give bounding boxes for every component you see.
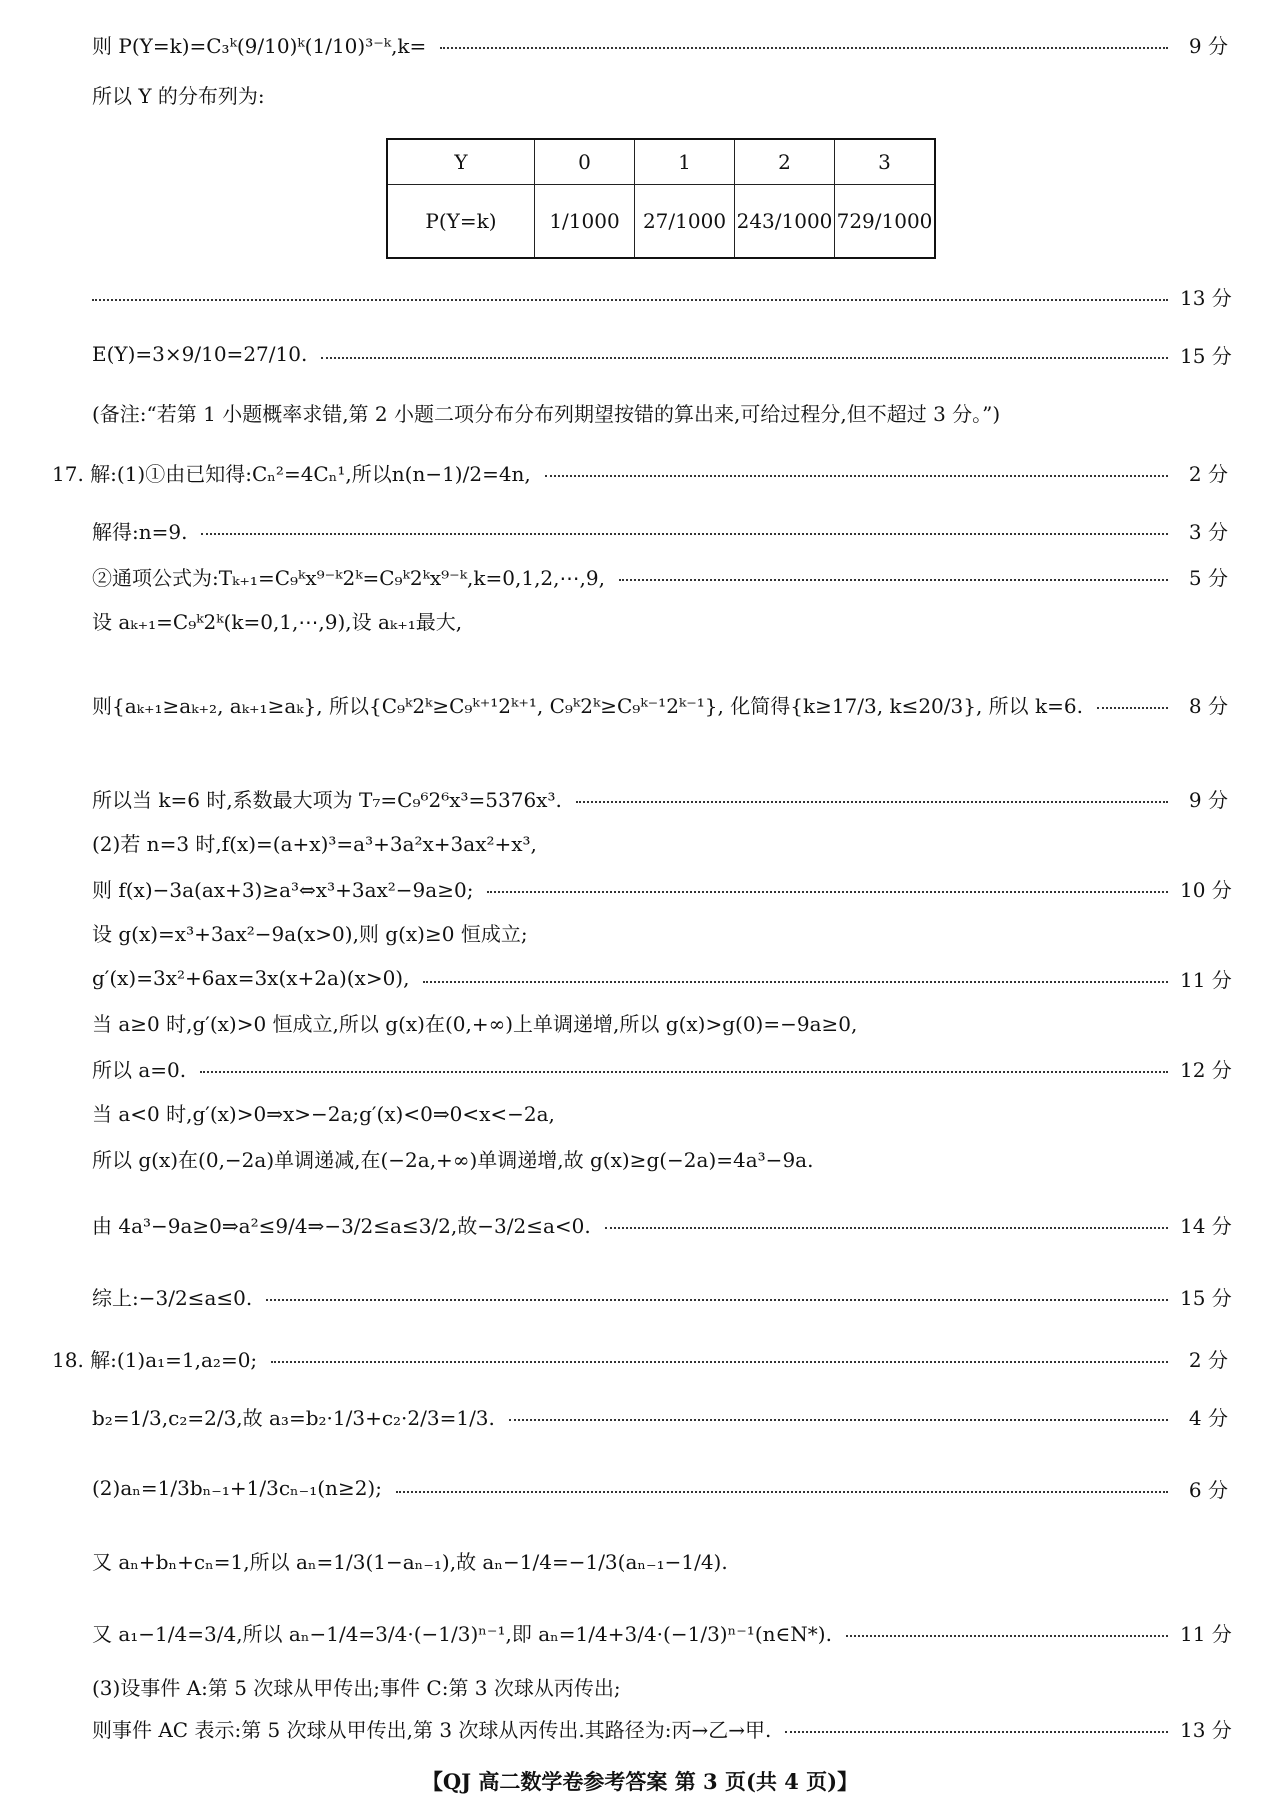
line-q18-start (52, 1338, 1228, 1378)
score-label: 8 分 (1188, 693, 1228, 718)
distribution-table (386, 138, 936, 259)
line-13-points (92, 276, 1232, 316)
table-cell: P(Y=k) (387, 185, 535, 259)
line-case-a-nonneg (92, 1002, 1228, 1042)
line-a-zero (92, 1048, 1232, 1088)
line-part2 (92, 822, 1228, 862)
dotted-leader (509, 1419, 1168, 1421)
line-text: 综上:−3/2≤a≤0. (92, 1285, 253, 1310)
dotted-leader (92, 299, 1168, 301)
line-recurrence (92, 1468, 1228, 1508)
table-cell: 729/1000 (835, 185, 936, 259)
page-footer: 【QJ 高二数学卷参考答案 第 3 页(共 4 页)】 (421, 1769, 859, 1794)
line-9-points (92, 24, 1228, 64)
table-cell: 243/1000 (735, 185, 835, 259)
line-text: (2)aₙ=1/3bₙ₋₁+1/3cₙ₋₁(n≥2); (92, 1476, 382, 1500)
line-path (92, 1708, 1232, 1748)
line-monotonic (92, 1138, 1228, 1178)
dotted-leader (846, 1635, 1168, 1637)
line-case-a-neg (92, 1092, 1228, 1132)
line-text: 则 P(Y=k)=C₃ᵏ(9/10)ᵏ(1/10)³⁻ᵏ,k= (92, 33, 427, 58)
score-label: 9 分 (1188, 33, 1228, 58)
score-label: 13 分 (1180, 1717, 1232, 1742)
line-distribution-intro (92, 74, 1228, 114)
line-text: 所以 Y 的分布列为: (92, 83, 265, 108)
line-derivative (92, 958, 1232, 998)
dotted-leader (440, 47, 1168, 49)
line-text: 则 f(x)−3a(ax+3)≥a³⇔x³+3ax²−9a≥0; (92, 877, 474, 902)
table-cell: 27/1000 (635, 185, 735, 259)
line-conclusion (92, 1276, 1232, 1316)
dotted-leader (321, 357, 1168, 359)
dotted-leader (271, 1361, 1168, 1363)
score-label: 15 分 (1180, 1285, 1232, 1310)
line-text: 又 aₙ+bₙ+cₙ=1,所以 aₙ=1/3(1−aₙ₋₁),故 aₙ−1/4=−1/3(aₙ₋₁−1/4). (92, 1549, 728, 1574)
line-text: 设 g(x)=x³+3ax²−9a(x>0),则 g(x)≥0 恒成立; (92, 921, 528, 946)
line-text: 所以当 k=6 时,系数最大项为 T₇=C₉⁶2⁶x³=5376x³. (92, 787, 562, 812)
line-q17-start (52, 452, 1228, 492)
line-text: 当 a<0 时,g′(x)>0⇒x>−2a;g′(x)<0⇒0<x<−2a, (92, 1101, 555, 1126)
line-text: 所以 g(x)在(0,−2a)单调递减,在(−2a,+∞)单调递增,故 g(x)≥g(−2a)=4a³−9a. (92, 1147, 814, 1172)
line-text: ②通项公式为:Tₖ₊₁=C₉ᵏx⁹⁻ᵏ2ᵏ=C₉ᵏ2ᵏx⁹⁻ᵏ,k=0,1,2,⋯,9, (92, 565, 605, 590)
score-label: 5 分 (1188, 565, 1228, 590)
line-set-g (92, 912, 1228, 952)
line-remark (92, 392, 1228, 432)
line-set-a (92, 600, 1228, 640)
line-text: 又 a₁−1/4=3/4,所以 aₙ−1/4=3/4·(−1/3)ⁿ⁻¹,即 aₙ=1/4+3/4·(−1/3)ⁿ⁻¹(n∈N*). (92, 1621, 832, 1646)
line-sum-one (92, 1540, 1228, 1580)
line-text: 则事件 AC 表示:第 5 次球从甲传出,第 3 次球从丙传出.其路径为:丙→乙→甲. (92, 1717, 772, 1742)
score-label: 3 分 (1188, 519, 1228, 544)
line-a3 (92, 1396, 1228, 1436)
dotted-leader (201, 533, 1168, 535)
line-text: E(Y)=3×9/10=27/10. (92, 342, 308, 366)
line-text: 则{aₖ₊₁≥aₖ₊₂, aₖ₊₁≥aₖ}, 所以{C₉ᵏ2ᵏ≥C₉ᵏ⁺¹2ᵏ⁺¹, C₉ᵏ2ᵏ≥C₉ᵏ⁻¹2ᵏ⁻¹}, 化简得{k≥17/3, k≤20/3}, 所以 k=6. (92, 693, 1083, 718)
dotted-leader (396, 1491, 1168, 1493)
score-label: 9 分 (1188, 787, 1228, 812)
line-text: (3)设事件 A:第 5 次球从甲传出;事件 C:第 3 次球从丙传出; (92, 1675, 621, 1700)
table-row (387, 185, 935, 259)
line-text: 设 aₖ₊₁=C₉ᵏ2ᵏ(k=0,1,⋯,9),设 aₖ₊₁最大, (92, 609, 463, 634)
dotted-leader (487, 891, 1168, 893)
line-text: 17. 解:(1)①由已知得:Cₙ²=4Cₙ¹,所以n(n−1)/2=4n, (52, 461, 531, 486)
score-label: 14 分 (1180, 1213, 1232, 1238)
score-label: 12 分 (1180, 1057, 1232, 1082)
score-label: 15 分 (1180, 343, 1232, 368)
line-closed-form (92, 1612, 1232, 1652)
line-max-term (92, 778, 1228, 818)
table-header-row (387, 139, 935, 185)
dotted-leader (1097, 707, 1168, 709)
line-part3 (92, 1666, 1228, 1706)
score-label: 13 分 (1180, 285, 1232, 310)
dotted-leader (785, 1731, 1168, 1733)
table-cell: 2 (735, 139, 835, 185)
line-system (92, 684, 1228, 724)
line-expectation (92, 334, 1232, 374)
line-text: (2)若 n=3 时,f(x)=(a+x)³=a³+3a²x+3ax²+x³, (92, 831, 537, 856)
table-cell: 1/1000 (535, 185, 635, 259)
table-cell: Y (387, 139, 535, 185)
dotted-leader (619, 579, 1168, 581)
line-text: 18. 解:(1)a₁=1,a₂=0; (52, 1347, 258, 1372)
line-solve-n (92, 510, 1228, 550)
line-text: (备注:“若第 1 小题概率求错,第 2 小题二项分布分布列期望按错的算出来,可给过程分,但不超过 3 分。”) (92, 401, 1001, 426)
score-label: 11 分 (1180, 967, 1232, 992)
score-label: 2 分 (1188, 1347, 1228, 1372)
score-label: 4 分 (1188, 1405, 1228, 1430)
table-cell: 1 (635, 139, 735, 185)
line-text: g′(x)=3x²+6ax=3x(x+2a)(x>0), (92, 966, 410, 990)
table-cell: 3 (835, 139, 936, 185)
score-label: 6 分 (1188, 1477, 1228, 1502)
score-label: 2 分 (1188, 461, 1228, 486)
line-range (92, 1204, 1232, 1244)
line-text: 所以 a=0. (92, 1057, 187, 1082)
dotted-leader (266, 1299, 1168, 1301)
line-inequality (92, 868, 1232, 908)
dotted-leader (576, 801, 1168, 803)
dotted-leader (605, 1227, 1168, 1229)
dotted-leader (200, 1071, 1168, 1073)
line-text: 由 4a³−9a≥0⇒a²≤9/4⇒−3/2≤a≤3/2,故−3/2≤a<0. (92, 1213, 591, 1238)
dotted-leader (545, 475, 1168, 477)
table-cell: 0 (535, 139, 635, 185)
line-text: 当 a≥0 时,g′(x)>0 恒成立,所以 g(x)在(0,+∞)上单调递增,所以 g(x)>g(0)=−9a≥0, (92, 1011, 858, 1036)
line-text: b₂=1/3,c₂=2/3,故 a₃=b₂·1/3+c₂·2/3=1/3. (92, 1405, 495, 1430)
score-label: 10 分 (1180, 877, 1232, 902)
line-general-term (92, 556, 1228, 596)
dotted-leader (423, 981, 1168, 983)
line-text: 解得:n=9. (92, 519, 188, 544)
score-label: 11 分 (1180, 1621, 1232, 1646)
